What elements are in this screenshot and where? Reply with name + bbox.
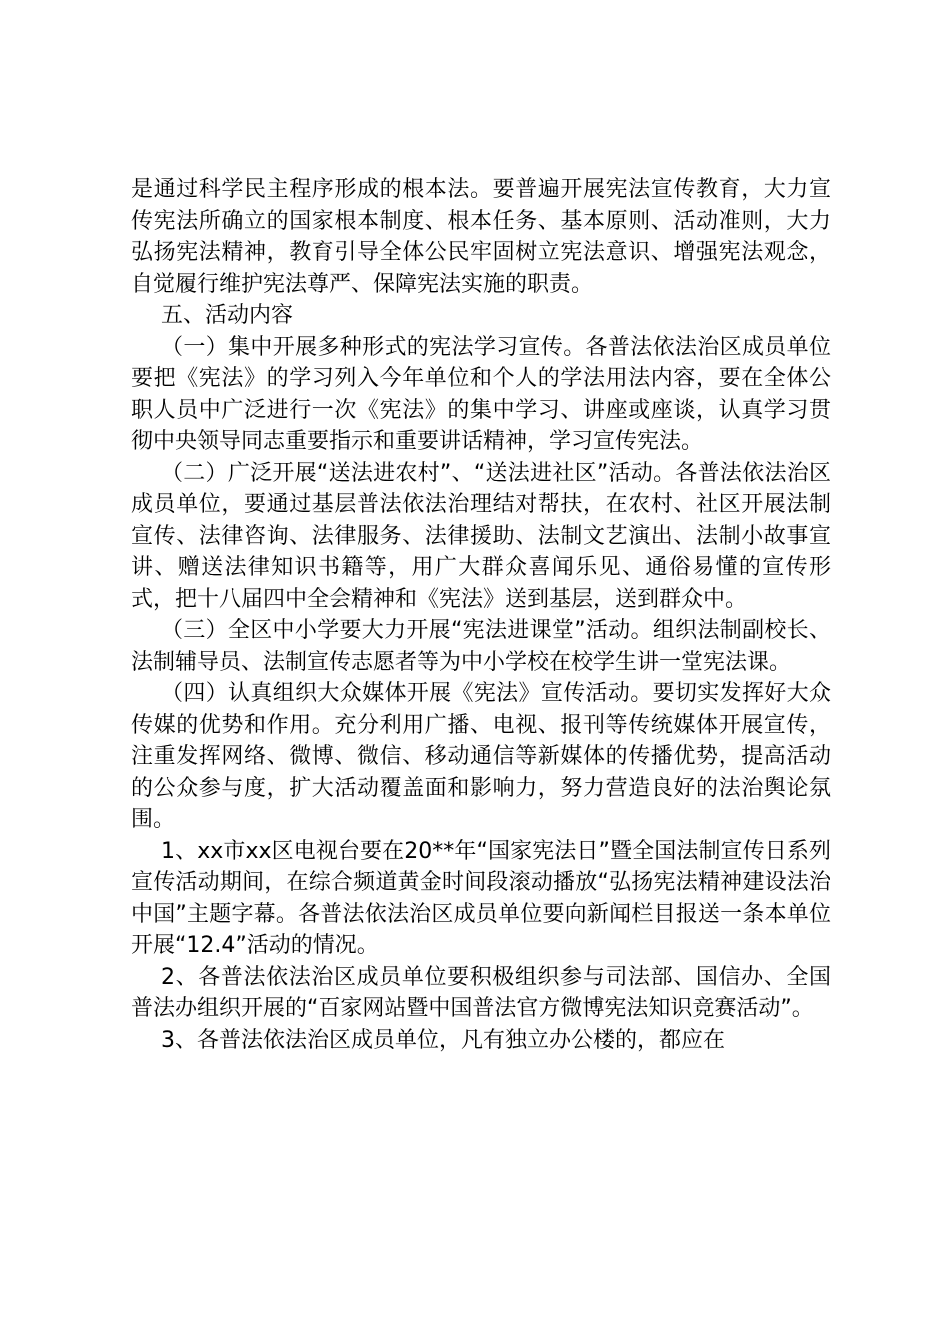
paragraph-subitem-2: 2、各普法依法治区成员单位要积极组织参与司法部、国信办、全国普法办组织开展的“百家网站暨中国普法官方微博宪法知识竞赛活动”。 — [131, 964, 831, 1021]
paragraph-item-3: （三）全区中小学要大力开展“宪法进课堂”活动。组织法制副校长、法制辅导员、法制宣传志愿者等为中小学校在校学生讲一堂宪法课。 — [131, 618, 831, 675]
document-body — [131, 174, 831, 1056]
paragraph-continuation: 是通过科学民主程序形成的根本法。要普遍开展宪法宣传教育，大力宣传宪法所确立的国家根本制度、根本任务、基本原则、活动准则，大力弘扬宪法精神，教育引导全体公民牢固树立宪法意识、增强宪法观念，自觉履行维护宪法尊严、保障宪法实施的职责。 — [131, 177, 831, 297]
paragraph-item-4: （四）认真组织大众媒体开展《宪法》宣传活动。要切实发挥好大众传媒的优势和作用。充分利用广播、电视、报刊等传统媒体开展宣传，注重发挥网络、微博、微信、移动通信等新媒体的传播优势，提高活动的公众参与度，扩大活动覆盖面和影响力，努力营造良好的法治舆论氛围。 — [131, 681, 831, 832]
paragraph-item-2: （二）广泛开展“送法进农村”、“送法进社区”活动。各普法依法治区成员单位，要通过基层普法依法治理结对帮扶，在农村、社区开展法制宣传、法律咨询、法律服务、法律援助、法制文艺演出、法制小故事宣讲、赠送法律知识书籍等，用广大群众喜闻乐见、通俗易懂的宣传形式，把十八届四中全会精神和《宪法》送到基层，送到群众中。 — [131, 460, 831, 612]
paragraph-subitem-1: 1、xx市xx区电视台要在20**年“国家宪法日”暨全国法制宣传日系列宣传活动期间，在综合频道黄金时间段滚动播放“弘扬宪法精神建设法治中国”主题字幕。各普法依法治区成员单位要向新闻栏目报送一条本单位开展“12.4”活动的情况。 — [131, 838, 831, 958]
paragraph-item-1: （一）集中开展多种形式的宪法学习宣传。各普法依法治区成员单位要把《宪法》的学习列入今年单位和个人的学法用法内容，要在全体公职人员中广泛进行一次《宪法》的集中学习、讲座或座谈，认真学习贯彻中央领导同志重要指示和重要讲话精神，学习宣传宪法。 — [131, 334, 831, 454]
paragraph-subitem-3: 3、各普法依法治区成员单位，凡有独立办公楼的，都应在 — [161, 1027, 725, 1053]
section-heading-activity-content: 五、活动内容 — [161, 303, 294, 328]
